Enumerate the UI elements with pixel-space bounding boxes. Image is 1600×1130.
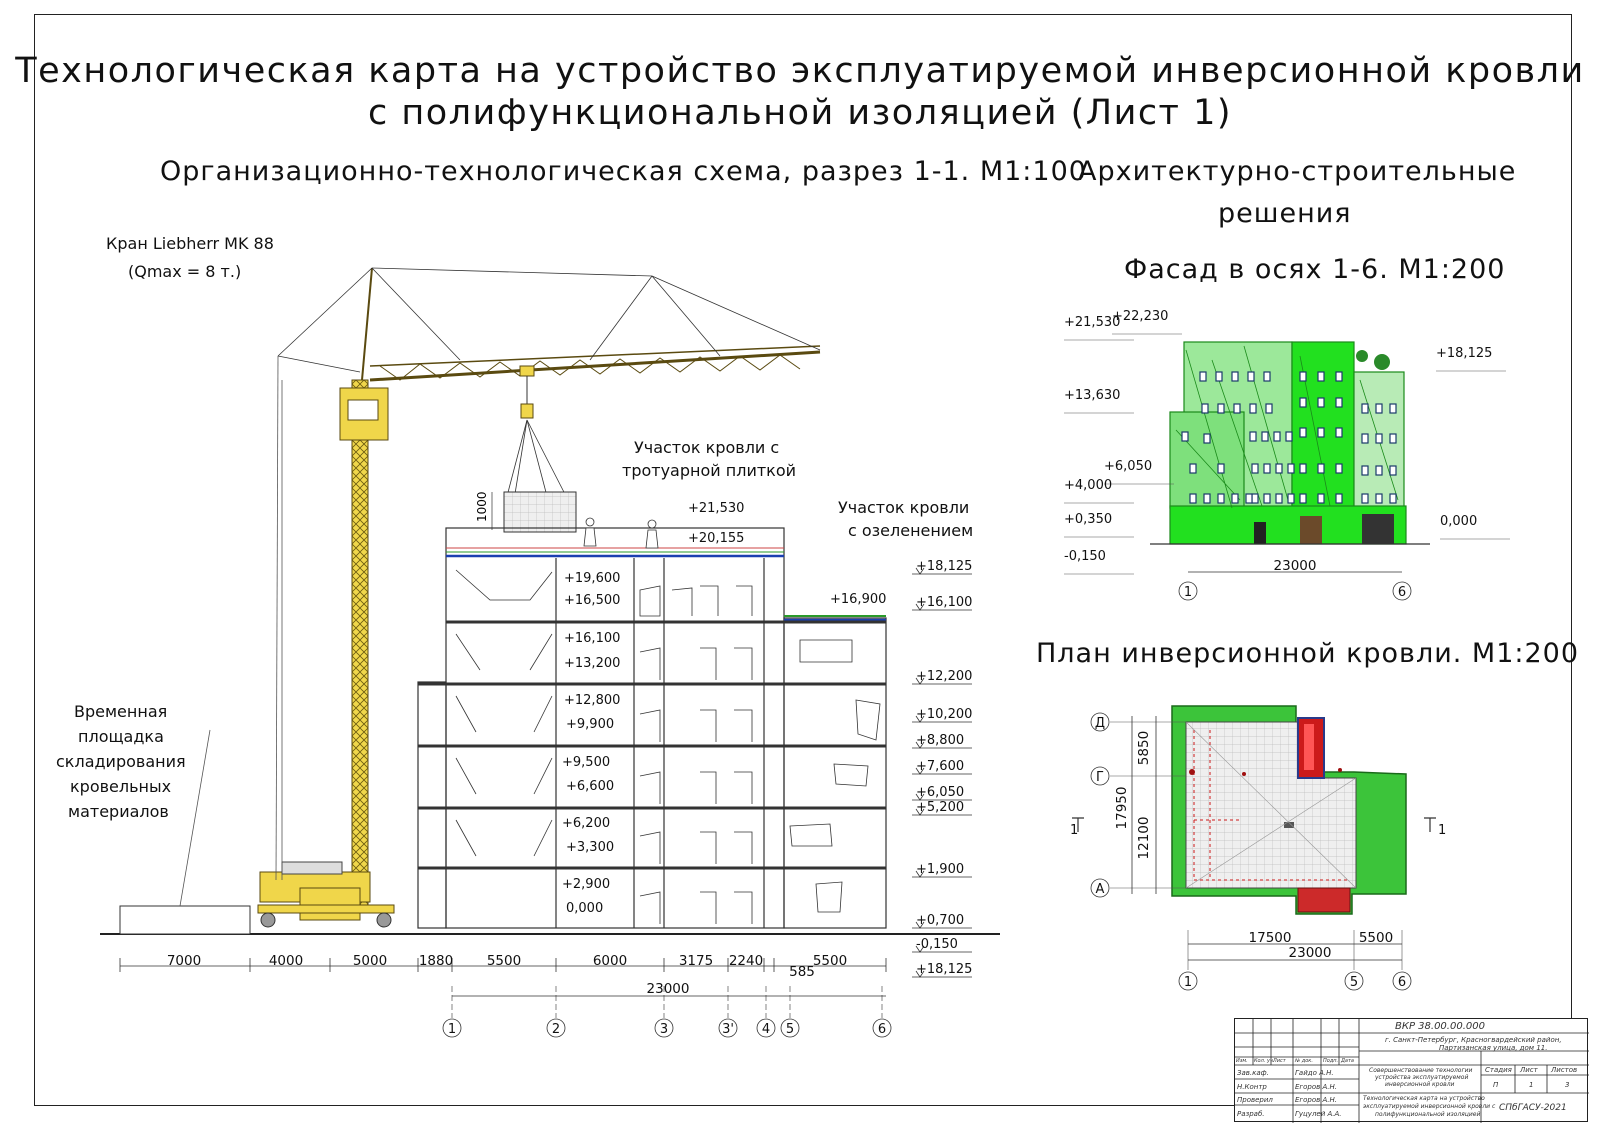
- arch-heading-line-2: решения: [1218, 198, 1352, 229]
- section-dim-6: 3175: [678, 953, 714, 969]
- section-dim-0: 7000: [166, 953, 202, 969]
- stamp-address-1: г. Санкт-Петербург, Красногвардейский район,: [1385, 1036, 1562, 1044]
- right-elevation-8: +1,900: [916, 862, 965, 877]
- plan-row-axis-2: А: [1095, 882, 1105, 897]
- section-elevation-0: +21,530: [688, 501, 745, 516]
- section-heading: Организационно-технологическая схема, разрез 1-1. М1:100: [160, 156, 1087, 187]
- section-elevation-7: +9,900: [566, 717, 615, 732]
- plan-dim-horiz-1: 5500: [1358, 930, 1394, 946]
- storage-label-3: складирования: [56, 752, 186, 771]
- right-elevation-0: +18,125: [916, 559, 973, 574]
- arch-heading-line-1: Архитектурно-строительные: [1078, 156, 1517, 187]
- plan-col-axis-1: 5: [1349, 975, 1359, 990]
- section-dim-2: 5000: [352, 953, 388, 969]
- stamp-sheet-title-3: полифункциональной изоляцией: [1375, 1111, 1481, 1118]
- facade-axis-0: 1: [1183, 585, 1193, 600]
- building-section: [418, 528, 886, 928]
- plan-dim-vert-1: 17950: [1114, 786, 1130, 830]
- sheet-title-line-1: Технологическая карта на устройство эксплуатируемой инверсионной кровли: [15, 51, 1585, 91]
- stamp-name-0: Гайдо А.Н.: [1295, 1069, 1334, 1077]
- facade-elevation-7: +18,125: [1436, 346, 1493, 361]
- storage-label-5: материалов: [68, 802, 169, 821]
- stamp-topic-1: Совершенствование технологии: [1369, 1067, 1473, 1074]
- section-axis-5: 5: [785, 1022, 795, 1037]
- section-elevation-1: +20,155: [688, 531, 745, 546]
- stamp-code: ВКР 38.00.00.000: [1395, 1021, 1485, 1032]
- section-dimension-lines: [120, 953, 891, 1037]
- right-elevation-10: -0,150: [916, 937, 958, 952]
- stamp-address-2: Партизанская улица, дом 11.: [1439, 1044, 1548, 1052]
- stamp-header-2: Лист: [1273, 1058, 1286, 1064]
- facade-axis-1: 6: [1397, 585, 1407, 600]
- section-elevation-3: +16,500: [564, 593, 621, 608]
- right-elevation-4: +8,800: [916, 733, 965, 748]
- stamp-topic-2: устройства эксплуатируемой: [1375, 1074, 1469, 1081]
- right-elevation-11: +18,125: [916, 962, 973, 977]
- plan-dim-horiz-2: 23000: [1288, 945, 1332, 961]
- stamp-sheet-value: 1: [1529, 1081, 1534, 1089]
- section-elevation-6: +12,800: [564, 693, 621, 708]
- stamp-header-1: Кол. уч.: [1254, 1058, 1275, 1064]
- stamp-header-4: Подп.: [1323, 1058, 1339, 1064]
- section-elevation-9: +6,600: [566, 779, 615, 794]
- section-dim-total: 23000: [646, 981, 690, 997]
- right-elevation-3: +10,200: [916, 707, 973, 722]
- right-elevation-1: +16,100: [916, 595, 973, 610]
- stamp-stage-header: Стадия: [1485, 1066, 1512, 1074]
- plan-section-mark-left: 1: [1070, 823, 1079, 838]
- storage-label-1: Временная: [74, 702, 168, 721]
- section-dim-7: 2240: [728, 953, 764, 969]
- facade-elevation-5: +0,350: [1064, 512, 1113, 527]
- plan-section-mark-right: 1: [1438, 823, 1447, 838]
- right-elevation-2: +12,200: [916, 669, 973, 684]
- facade-elevation-2: +13,630: [1064, 388, 1121, 403]
- section-elevation-12: +2,900: [562, 877, 611, 892]
- storage-label-4: кровельных: [70, 777, 172, 796]
- section-axis-2: 3: [659, 1022, 669, 1037]
- section-elevation-2: +19,600: [564, 571, 621, 586]
- plan-col-axis-0: 1: [1183, 975, 1193, 990]
- section-elevation-4: +16,100: [564, 631, 621, 646]
- roof-plan-drawing: [1172, 706, 1406, 914]
- right-elevation-5: +7,600: [916, 759, 965, 774]
- right-elevation-9: +0,700: [916, 913, 965, 928]
- facade-elevation-8: 0,000: [1440, 514, 1478, 529]
- stamp-role-1: Н.Контр: [1237, 1083, 1267, 1091]
- stamp-header-3: № док.: [1295, 1058, 1313, 1064]
- section-elevation-11: +3,300: [566, 840, 615, 855]
- plan-heading: План инверсионной кровли. М1:200: [1036, 638, 1580, 669]
- roof-tile-label-2: тротуарной плиткой: [622, 461, 797, 480]
- section-axis-6: 6: [877, 1022, 887, 1037]
- stamp-sheets-value: 3: [1565, 1081, 1570, 1089]
- roof-tile-label-1: Участок кровли с: [634, 438, 780, 457]
- stamp-header-5: Дата: [1341, 1058, 1354, 1064]
- facade-elevation-3: +6,050: [1104, 459, 1153, 474]
- stamp-organization: СПбГАСУ-2021: [1499, 1103, 1567, 1113]
- facade-elevation-0: +21,530: [1064, 315, 1121, 330]
- facade-dim: 23000: [1273, 558, 1317, 574]
- right-elevation-7: +5,200: [916, 800, 965, 815]
- section-axis-4: 4: [761, 1022, 771, 1037]
- plan-dim-vert-2: 12100: [1136, 816, 1152, 860]
- section-dim-8: 5500: [812, 953, 848, 969]
- stamp-role-2: Проверил: [1237, 1096, 1273, 1104]
- facade-elevation-1: +22,230: [1112, 309, 1169, 324]
- plan-row-axis-0: Д: [1094, 716, 1106, 731]
- section-elevation-14: +16,900: [830, 592, 887, 607]
- facade-elevation-4: +4,000: [1064, 478, 1113, 493]
- section-dim-1: 4000: [268, 953, 304, 969]
- crane-capacity-label: (Qmax = 8 т.): [128, 262, 242, 281]
- section-axis-3: 3': [722, 1022, 734, 1037]
- facade-elevation-6: -0,150: [1064, 549, 1106, 564]
- plan-col-axis-2: 6: [1397, 975, 1407, 990]
- roof-green-label-2: с озеленением: [848, 521, 974, 540]
- section-elevation-10: +6,200: [562, 816, 611, 831]
- plan-row-axis-1: Г: [1096, 770, 1104, 785]
- storage-label-2: площадка: [78, 727, 164, 746]
- stamp-sheet-title-2: эксплуатируемой инверсионной кровли с: [1363, 1103, 1496, 1110]
- title-block-stamp: [1234, 1018, 1588, 1122]
- stamp-topic-3: инверсионной кровли: [1385, 1081, 1455, 1088]
- stamp-name-2: Егоров А.Н.: [1295, 1096, 1337, 1104]
- section-axis-0: 1: [447, 1022, 457, 1037]
- stamp-name-3: Гуцулей А.А.: [1295, 1110, 1342, 1118]
- section-elevation-5: +13,200: [564, 656, 621, 671]
- facade-drawing: [1150, 342, 1430, 544]
- stamp-role-0: Зав.каф.: [1237, 1069, 1269, 1077]
- section-elevation-marks: [562, 501, 972, 977]
- sheet-title-line-2: с полифункциональной изоляцией (Лист 1): [368, 93, 1232, 133]
- stamp-name-1: Егоров А.Н.: [1295, 1083, 1337, 1091]
- stamp-sheets-header: Листов: [1551, 1066, 1578, 1074]
- stamp-role-3: Разраб.: [1237, 1110, 1265, 1118]
- section-dim-3: 1880: [418, 953, 454, 969]
- section-dim-4: 5500: [486, 953, 522, 969]
- facade-heading: Фасад в осях 1-6. М1:200: [1124, 254, 1506, 285]
- stamp-sheet-header: Лист: [1520, 1066, 1538, 1074]
- section-axis-1: 2: [551, 1022, 561, 1037]
- roof-green-label-1: Участок кровли: [838, 498, 970, 517]
- right-elevation-6: +6,050: [916, 785, 965, 800]
- stamp-sheet-title-1: Технологическая карта на устройство: [1363, 1095, 1485, 1102]
- plan-dim-horiz-0: 17500: [1248, 930, 1292, 946]
- lift-height-dim: 1000: [475, 491, 489, 522]
- section-dim-9: 585: [789, 964, 815, 980]
- stamp-header-0: Изм.: [1236, 1058, 1248, 1064]
- crane-label: Кран Liebherr MK 88: [106, 234, 274, 253]
- section-elevation-13: 0,000: [566, 901, 604, 916]
- section-elevation-8: +9,500: [562, 755, 611, 770]
- workers: [584, 518, 658, 548]
- section-dim-5: 6000: [592, 953, 628, 969]
- stamp-stage-value: П: [1493, 1081, 1499, 1089]
- plan-dim-vert-0: 5850: [1136, 730, 1152, 766]
